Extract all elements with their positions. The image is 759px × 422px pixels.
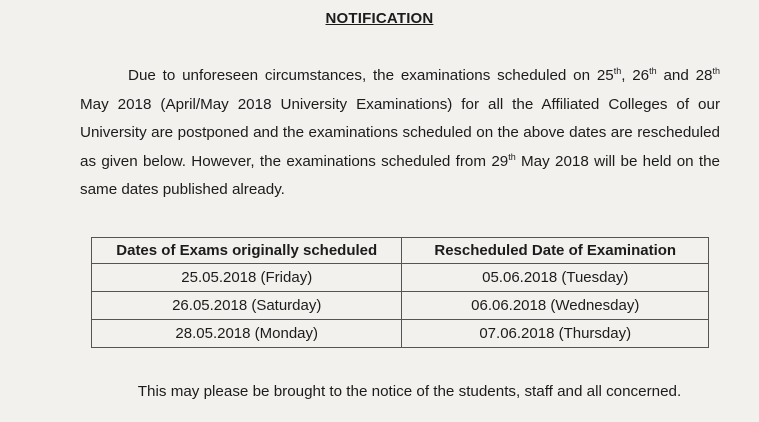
para-sup-2: th	[649, 66, 657, 76]
header-rescheduled-dates: Rescheduled Date of Examination	[402, 238, 709, 264]
para-text-5: May 2018 will be held on the same dates published already.	[80, 152, 720, 199]
table-row	[92, 320, 709, 348]
original-date-cell: 28.05.2018 (Monday)	[92, 320, 402, 348]
para-sup-4: th	[508, 151, 516, 162]
rescheduled-date-cell: 05.06.2018 (Tuesday)	[402, 264, 709, 292]
para-text-1: Due to unforeseen circumstances, the examinations scheduled on 25	[128, 67, 614, 84]
closing-notice: This may please be brought to the notice of the students, staff and all concerned.	[137, 383, 682, 400]
header-original-dates: Dates of Exams originally scheduled	[92, 238, 402, 264]
table-header-row	[92, 238, 709, 264]
para-text-2: , 26	[621, 67, 650, 84]
para-sup-3: th	[712, 66, 720, 76]
notification-title: NOTIFICATION	[325, 10, 434, 27]
para-text-4: May 2018 (April/May 2018 University Examinations) for all the Affiliated Colleges of our University are postponed and the examinations scheduled on the above dates are rescheduled as given below. However, the examinations scheduled from 29	[80, 95, 720, 170]
para-text-3: and 28	[656, 67, 713, 84]
para-sup-1: th	[613, 66, 622, 76]
original-date-cell: 25.05.2018 (Friday)	[92, 264, 402, 292]
rescheduled-date-cell: 07.06.2018 (Thursday)	[402, 320, 709, 348]
table-row	[92, 264, 709, 292]
schedule-table	[91, 237, 709, 348]
notification-paragraph	[80, 62, 720, 205]
table-row	[92, 292, 709, 320]
original-date-cell: 26.05.2018 (Saturday)	[92, 292, 402, 320]
rescheduled-date-cell: 06.06.2018 (Wednesday)	[402, 292, 709, 320]
